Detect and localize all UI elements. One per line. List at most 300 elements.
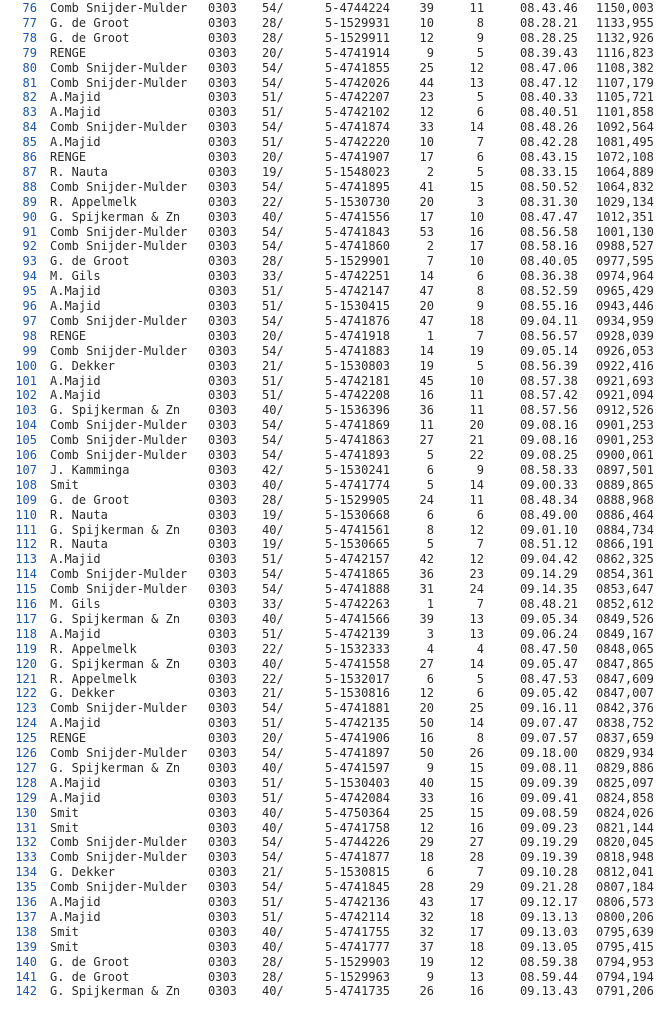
table-row xyxy=(0,254,670,269)
ring-number-cell: 5-1529905 xyxy=(325,492,391,507)
arrival-time-cell: 09.04.42 xyxy=(520,552,578,567)
basket-count-cell: 9 xyxy=(426,760,434,775)
position-cell: 29 xyxy=(469,880,484,895)
entry-cell: 54/ xyxy=(262,880,284,895)
club-code-cell: 0303 xyxy=(208,269,237,284)
entry-cell: 33/ xyxy=(262,269,284,284)
ring-number-cell: 5-4741558 xyxy=(325,656,391,671)
position-cell: 9 xyxy=(476,30,484,45)
name-cell: Smit xyxy=(50,939,79,954)
table-row xyxy=(0,448,670,463)
speed-cell: 0820,045 xyxy=(596,835,654,850)
rank-cell: 98 xyxy=(22,328,37,343)
table-row xyxy=(0,627,670,642)
basket-count-cell: 39 xyxy=(419,611,434,626)
speed-cell: 0812,041 xyxy=(596,865,654,880)
club-code-cell: 0303 xyxy=(208,641,237,656)
basket-count-cell: 23 xyxy=(419,90,434,105)
speed-cell: 0884,734 xyxy=(596,522,654,537)
table-row xyxy=(0,761,670,776)
ring-number-cell: 5-4742136 xyxy=(325,895,391,909)
name-cell: Comb Snijder-Mulder xyxy=(50,880,188,895)
ring-number-cell: 5-1532017 xyxy=(325,671,391,686)
rank-cell: 135 xyxy=(15,880,37,895)
basket-count-cell: 39 xyxy=(419,1,434,15)
speed-cell: 1116,823 xyxy=(596,45,654,60)
basket-count-cell: 32 xyxy=(419,909,434,924)
arrival-time-cell: 09.13.05 xyxy=(520,939,578,954)
name-cell: A.Majid xyxy=(50,895,101,909)
speed-cell: 0974,964 xyxy=(596,269,654,284)
entry-cell: 54/ xyxy=(262,313,284,328)
speed-cell: 0928,039 xyxy=(596,328,654,343)
speed-cell: 0897,501 xyxy=(596,462,654,477)
name-cell: A.Majid xyxy=(50,373,101,388)
entry-cell: 51/ xyxy=(262,716,284,731)
entry-cell: 54/ xyxy=(262,120,284,135)
entry-cell: 40/ xyxy=(262,209,284,224)
rank-cell: 114 xyxy=(15,567,37,582)
position-cell: 25 xyxy=(469,701,484,716)
rank-cell: 119 xyxy=(15,641,37,656)
basket-count-cell: 9 xyxy=(426,45,434,60)
club-code-cell: 0303 xyxy=(208,209,237,224)
rank-cell: 111 xyxy=(15,522,37,537)
ring-number-cell: 5-4741865 xyxy=(325,567,391,582)
entry-cell: 51/ xyxy=(262,775,284,790)
speed-cell: 1029,134 xyxy=(596,194,654,209)
table-row xyxy=(0,716,670,731)
basket-count-cell: 31 xyxy=(419,582,434,597)
arrival-time-cell: 09.09.23 xyxy=(520,820,578,835)
basket-count-cell: 42 xyxy=(419,552,434,567)
rank-cell: 81 xyxy=(22,75,37,90)
position-cell: 14 xyxy=(469,120,484,135)
rank-cell: 97 xyxy=(22,313,37,328)
speed-cell: 0847,865 xyxy=(596,656,654,671)
club-code-cell: 0303 xyxy=(208,403,237,418)
speed-cell: 1072,108 xyxy=(596,150,654,164)
basket-count-cell: 26 xyxy=(419,984,434,999)
entry-cell: 21/ xyxy=(262,686,284,701)
entry-cell: 21/ xyxy=(262,865,284,880)
name-cell: Comb Snijder-Mulder xyxy=(50,120,188,135)
position-cell: 6 xyxy=(476,507,484,522)
rank-cell: 99 xyxy=(22,343,37,358)
name-cell: Smit xyxy=(50,477,79,492)
club-code-cell: 0303 xyxy=(208,746,237,760)
name-cell: Comb Snijder-Mulder xyxy=(50,418,188,433)
table-row xyxy=(0,418,670,433)
speed-cell: 0852,612 xyxy=(596,597,654,611)
table-row xyxy=(0,329,670,344)
rank-cell: 138 xyxy=(15,924,37,939)
ring-number-cell: 5-4742135 xyxy=(325,716,391,731)
name-cell: A.Majid xyxy=(50,775,101,790)
table-row xyxy=(0,552,670,567)
name-cell: A.Majid xyxy=(50,552,101,567)
rank-cell: 131 xyxy=(15,820,37,835)
name-cell: Comb Snijder-Mulder xyxy=(50,313,188,328)
table-row xyxy=(0,46,670,61)
position-cell: 15 xyxy=(469,179,484,194)
basket-count-cell: 27 xyxy=(419,433,434,448)
club-code-cell: 0303 xyxy=(208,686,237,701)
ring-number-cell: 5-1532333 xyxy=(325,641,391,656)
position-cell: 14 xyxy=(469,656,484,671)
ring-number-cell: 5-4741869 xyxy=(325,418,391,433)
rank-cell: 95 xyxy=(22,284,37,299)
basket-count-cell: 4 xyxy=(426,641,434,656)
basket-count-cell: 20 xyxy=(419,299,434,313)
position-cell: 24 xyxy=(469,582,484,597)
table-row xyxy=(0,180,670,195)
basket-count-cell: 5 xyxy=(426,537,434,552)
ring-number-cell: 5-4741888 xyxy=(325,582,391,597)
position-cell: 7 xyxy=(476,135,484,150)
arrival-time-cell: 08.47.53 xyxy=(520,671,578,686)
speed-cell: 0888,968 xyxy=(596,492,654,507)
entry-cell: 54/ xyxy=(262,746,284,760)
club-code-cell: 0303 xyxy=(208,507,237,522)
name-cell: Smit xyxy=(50,924,79,939)
basket-count-cell: 7 xyxy=(426,254,434,269)
club-code-cell: 0303 xyxy=(208,656,237,671)
table-row xyxy=(0,582,670,597)
table-row xyxy=(0,299,670,314)
basket-count-cell: 12 xyxy=(419,105,434,120)
entry-cell: 40/ xyxy=(262,611,284,626)
entry-cell: 54/ xyxy=(262,179,284,194)
name-cell: RENGE xyxy=(50,731,87,746)
rank-cell: 91 xyxy=(22,224,37,239)
entry-cell: 40/ xyxy=(262,939,284,954)
rank-cell: 85 xyxy=(22,135,37,150)
speed-cell: 0848,065 xyxy=(596,641,654,656)
club-code-cell: 0303 xyxy=(208,448,237,462)
speed-cell: 1132,926 xyxy=(596,30,654,45)
speed-cell: 0838,752 xyxy=(596,716,654,731)
table-row xyxy=(0,195,670,210)
name-cell: G. de Groot xyxy=(50,254,130,269)
position-cell: 11 xyxy=(469,403,484,418)
arrival-time-cell: 09.13.03 xyxy=(520,924,578,939)
basket-count-cell: 1 xyxy=(426,328,434,343)
speed-cell: 1092,564 xyxy=(596,120,654,135)
club-code-cell: 0303 xyxy=(208,120,237,135)
arrival-time-cell: 08.57.38 xyxy=(520,373,578,388)
position-cell: 18 xyxy=(469,909,484,924)
position-cell: 11 xyxy=(469,492,484,507)
arrival-time-cell: 09.08.59 xyxy=(520,805,578,820)
rank-cell: 137 xyxy=(15,909,37,924)
position-cell: 16 xyxy=(469,820,484,835)
club-code-cell: 0303 xyxy=(208,328,237,343)
basket-count-cell: 40 xyxy=(419,775,434,790)
speed-cell: 0824,026 xyxy=(596,805,654,820)
arrival-time-cell: 09.08.25 xyxy=(520,448,578,462)
basket-count-cell: 43 xyxy=(419,895,434,909)
table-row xyxy=(0,165,670,180)
rank-cell: 141 xyxy=(15,969,37,984)
position-cell: 16 xyxy=(469,790,484,805)
entry-cell: 54/ xyxy=(262,75,284,90)
club-code-cell: 0303 xyxy=(208,105,237,120)
club-code-cell: 0303 xyxy=(208,552,237,567)
arrival-time-cell: 08.40.33 xyxy=(520,90,578,105)
position-cell: 7 xyxy=(476,597,484,611)
name-cell: R. Appelmelk xyxy=(50,671,137,686)
rank-cell: 134 xyxy=(15,865,37,880)
rank-cell: 102 xyxy=(15,388,37,403)
arrival-time-cell: 09.18.00 xyxy=(520,746,578,760)
position-cell: 6 xyxy=(476,269,484,284)
table-row xyxy=(0,776,670,791)
club-code-cell: 0303 xyxy=(208,462,237,477)
basket-count-cell: 33 xyxy=(419,120,434,135)
rank-cell: 130 xyxy=(15,805,37,820)
club-code-cell: 0303 xyxy=(208,15,237,30)
position-cell: 6 xyxy=(476,686,484,701)
club-code-cell: 0303 xyxy=(208,433,237,448)
name-cell: R. Appelmelk xyxy=(50,641,137,656)
position-cell: 17 xyxy=(469,924,484,939)
arrival-time-cell: 08.43.46 xyxy=(520,1,578,15)
position-cell: 15 xyxy=(469,760,484,775)
name-cell: J. Kamminga xyxy=(50,462,130,477)
speed-cell: 0854,361 xyxy=(596,567,654,582)
speed-cell: 0794,194 xyxy=(596,969,654,984)
entry-cell: 54/ xyxy=(262,418,284,433)
name-cell: G. de Groot xyxy=(50,15,130,30)
entry-cell: 40/ xyxy=(262,805,284,820)
speed-cell: 0821,144 xyxy=(596,820,654,835)
rank-cell: 90 xyxy=(22,209,37,224)
name-cell: G. Spijkerman & Zn xyxy=(50,984,181,999)
name-cell: Comb Snijder-Mulder xyxy=(50,343,188,358)
rank-cell: 94 xyxy=(22,269,37,284)
basket-count-cell: 33 xyxy=(419,790,434,805)
ring-number-cell: 5-1529963 xyxy=(325,969,391,984)
arrival-time-cell: 08.48.26 xyxy=(520,120,578,135)
table-row xyxy=(0,463,670,478)
rank-cell: 104 xyxy=(15,418,37,433)
entry-cell: 51/ xyxy=(262,388,284,403)
entry-cell: 54/ xyxy=(262,224,284,239)
position-cell: 5 xyxy=(476,164,484,179)
name-cell: G. Spijkerman & Zn xyxy=(50,522,181,537)
rank-cell: 125 xyxy=(15,731,37,746)
basket-count-cell: 36 xyxy=(419,567,434,582)
basket-count-cell: 3 xyxy=(426,626,434,641)
arrival-time-cell: 09.13.13 xyxy=(520,909,578,924)
ring-number-cell: 5-4741843 xyxy=(325,224,391,239)
club-code-cell: 0303 xyxy=(208,835,237,850)
arrival-time-cell: 09.10.28 xyxy=(520,865,578,880)
ring-number-cell: 5-4741556 xyxy=(325,209,391,224)
name-cell: Comb Snijder-Mulder xyxy=(50,582,188,597)
name-cell: R. Appelmelk xyxy=(50,194,137,209)
ring-number-cell: 5-4741774 xyxy=(325,477,391,492)
club-code-cell: 0303 xyxy=(208,135,237,150)
name-cell: G. de Groot xyxy=(50,30,130,45)
ring-number-cell: 5-4741881 xyxy=(325,701,391,716)
ring-number-cell: 5-4741918 xyxy=(325,328,391,343)
rank-cell: 96 xyxy=(22,299,37,313)
position-cell: 5 xyxy=(476,358,484,373)
ring-number-cell: 5-4742220 xyxy=(325,135,391,150)
basket-count-cell: 8 xyxy=(426,522,434,537)
position-cell: 13 xyxy=(469,626,484,641)
club-code-cell: 0303 xyxy=(208,299,237,313)
club-code-cell: 0303 xyxy=(208,567,237,582)
name-cell: A.Majid xyxy=(50,909,101,924)
position-cell: 20 xyxy=(469,418,484,433)
entry-cell: 54/ xyxy=(262,567,284,582)
table-row xyxy=(0,537,670,552)
arrival-time-cell: 09.04.11 xyxy=(520,313,578,328)
club-code-cell: 0303 xyxy=(208,164,237,179)
table-row xyxy=(0,865,670,880)
ring-number-cell: 5-4742263 xyxy=(325,597,391,611)
entry-cell: 51/ xyxy=(262,626,284,641)
ring-number-cell: 5-4741874 xyxy=(325,120,391,135)
basket-count-cell: 17 xyxy=(419,209,434,224)
club-code-cell: 0303 xyxy=(208,611,237,626)
club-code-cell: 0303 xyxy=(208,850,237,865)
speed-cell: 0988,527 xyxy=(596,239,654,254)
rank-cell: 80 xyxy=(22,60,37,75)
ring-number-cell: 5-4741758 xyxy=(325,820,391,835)
table-row xyxy=(0,612,670,627)
ring-number-cell: 5-4741561 xyxy=(325,522,391,537)
club-code-cell: 0303 xyxy=(208,597,237,611)
table-row xyxy=(0,672,670,687)
basket-count-cell: 41 xyxy=(419,179,434,194)
name-cell: G. Spijkerman & Zn xyxy=(50,760,181,775)
table-row xyxy=(0,523,670,538)
rank-cell: 129 xyxy=(15,790,37,805)
basket-count-cell: 19 xyxy=(419,954,434,969)
speed-cell: 0862,325 xyxy=(596,552,654,567)
club-code-cell: 0303 xyxy=(208,790,237,805)
rank-cell: 142 xyxy=(15,984,37,999)
basket-count-cell: 16 xyxy=(419,731,434,746)
basket-count-cell: 50 xyxy=(419,746,434,760)
rank-cell: 112 xyxy=(15,537,37,552)
basket-count-cell: 6 xyxy=(426,671,434,686)
club-code-cell: 0303 xyxy=(208,805,237,820)
speed-cell: 0795,415 xyxy=(596,939,654,954)
speed-cell: 0965,429 xyxy=(596,284,654,299)
rank-cell: 128 xyxy=(15,775,37,790)
entry-cell: 19/ xyxy=(262,164,284,179)
club-code-cell: 0303 xyxy=(208,701,237,716)
arrival-time-cell: 08.52.59 xyxy=(520,284,578,299)
position-cell: 15 xyxy=(469,775,484,790)
ring-number-cell: 5-4741597 xyxy=(325,760,391,775)
basket-count-cell: 27 xyxy=(419,656,434,671)
club-code-cell: 0303 xyxy=(208,775,237,790)
arrival-time-cell: 08.48.34 xyxy=(520,492,578,507)
ring-number-cell: 5-1529931 xyxy=(325,15,391,30)
speed-cell: 1101,858 xyxy=(596,105,654,120)
name-cell: G. de Groot xyxy=(50,492,130,507)
ring-number-cell: 5-1536396 xyxy=(325,403,391,418)
rank-cell: 122 xyxy=(15,686,37,701)
rank-cell: 123 xyxy=(15,701,37,716)
position-cell: 8 xyxy=(476,284,484,299)
basket-count-cell: 1 xyxy=(426,597,434,611)
name-cell: Comb Snijder-Mulder xyxy=(50,1,188,15)
ring-number-cell: 5-4742114 xyxy=(325,909,391,924)
ring-number-cell: 5-1530815 xyxy=(325,865,391,880)
arrival-time-cell: 09.07.47 xyxy=(520,716,578,731)
arrival-time-cell: 09.09.41 xyxy=(520,790,578,805)
basket-count-cell: 25 xyxy=(419,60,434,75)
arrival-time-cell: 09.05.47 xyxy=(520,656,578,671)
ring-number-cell: 5-4741877 xyxy=(325,850,391,865)
position-cell: 19 xyxy=(469,343,484,358)
club-code-cell: 0303 xyxy=(208,313,237,328)
basket-count-cell: 6 xyxy=(426,462,434,477)
table-row xyxy=(0,239,670,254)
basket-count-cell: 9 xyxy=(426,969,434,984)
table-row xyxy=(0,835,670,850)
speed-cell: 0847,609 xyxy=(596,671,654,686)
basket-count-cell: 5 xyxy=(426,448,434,462)
position-cell: 10 xyxy=(469,254,484,269)
table-row xyxy=(0,895,670,910)
basket-count-cell: 19 xyxy=(419,358,434,373)
name-cell: Comb Snijder-Mulder xyxy=(50,567,188,582)
speed-cell: 1012,351 xyxy=(596,209,654,224)
club-code-cell: 0303 xyxy=(208,671,237,686)
speed-cell: 0807,184 xyxy=(596,880,654,895)
entry-cell: 28/ xyxy=(262,969,284,984)
position-cell: 9 xyxy=(476,462,484,477)
rank-cell: 82 xyxy=(22,90,37,105)
rank-cell: 116 xyxy=(15,597,37,611)
club-code-cell: 0303 xyxy=(208,1,237,15)
name-cell: A.Majid xyxy=(50,284,101,299)
name-cell: Comb Snijder-Mulder xyxy=(50,746,188,760)
arrival-time-cell: 08.51.12 xyxy=(520,537,578,552)
position-cell: 7 xyxy=(476,537,484,552)
entry-cell: 51/ xyxy=(262,909,284,924)
arrival-time-cell: 08.42.28 xyxy=(520,135,578,150)
position-cell: 14 xyxy=(469,477,484,492)
basket-count-cell: 12 xyxy=(419,686,434,701)
speed-cell: 1064,832 xyxy=(596,179,654,194)
club-code-cell: 0303 xyxy=(208,820,237,835)
name-cell: G. Spijkerman & Zn xyxy=(50,611,181,626)
arrival-time-cell: 09.08.16 xyxy=(520,418,578,433)
club-code-cell: 0303 xyxy=(208,150,237,164)
name-cell: R. Nauta xyxy=(50,537,108,552)
arrival-time-cell: 09.00.33 xyxy=(520,477,578,492)
rank-cell: 105 xyxy=(15,433,37,448)
basket-count-cell: 11 xyxy=(419,418,434,433)
table-row xyxy=(0,567,670,582)
club-code-cell: 0303 xyxy=(208,45,237,60)
table-row xyxy=(0,225,670,240)
position-cell: 12 xyxy=(469,60,484,75)
ring-number-cell: 5-4742208 xyxy=(325,388,391,403)
speed-cell: 0889,865 xyxy=(596,477,654,492)
club-code-cell: 0303 xyxy=(208,90,237,105)
arrival-time-cell: 09.08.11 xyxy=(520,760,578,775)
